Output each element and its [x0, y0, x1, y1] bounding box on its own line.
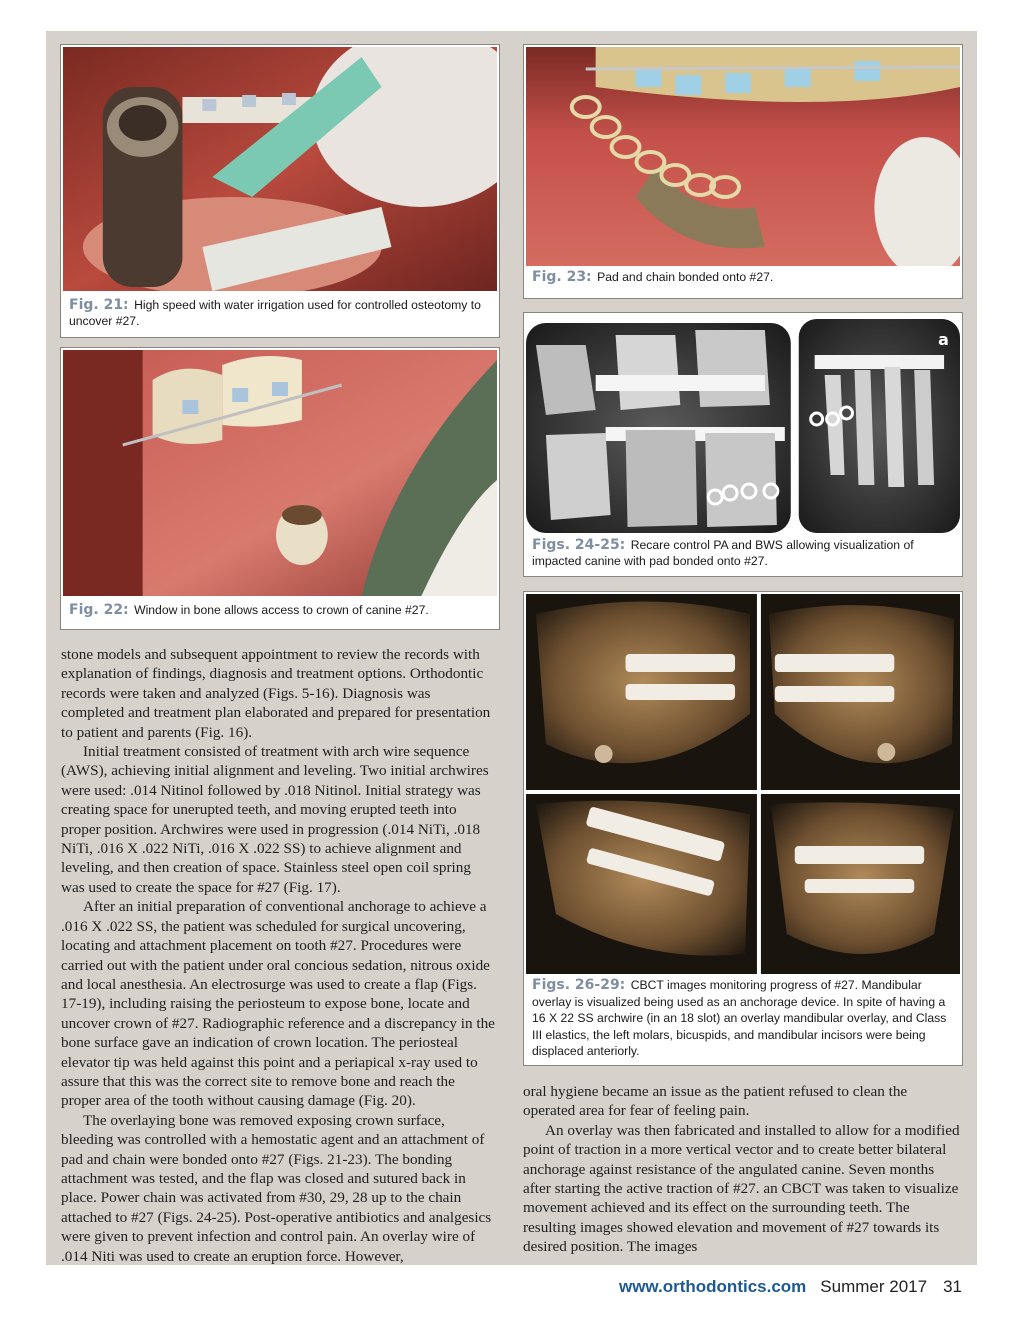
figures-26-29 — [523, 591, 963, 1066]
footer-issue: Summer 2017 — [820, 1277, 928, 1296]
figures-26-29-image — [526, 594, 960, 974]
body-left-paragraph-2: Initial treatment consisted of treatment with arch wire sequence (AWS), achieving initial alignment and leveling. Two initial archwires were used: .014 Nitinol followed by .018 Nitinol. Initial strategy was creating space for unerupted teeth, and moving erupted teeth into proper position. Archwires were used in progression (.014 NiTi, .018 NiTi, .016 X .022 NiTi, .016 X .022 SS) to achieve alignment and leveling, and then creation of space. Stainless steel open coil spring was used to create the space for #27 (Fig. 17). — [61, 743, 489, 896]
footer-url[interactable]: www.orthodontics.com — [618, 1277, 807, 1296]
figure-21 — [60, 44, 500, 338]
body-left-paragraph-3: After an initial preparation of conventional anchorage to achieve a .016 X .022 SS, the patient was scheduled for surgical uncovering, locating and attachment placement on tooth #27. Procedures were carried out with the patient under oral concious sedation, nitrous oxide and local anesthesia. An electrosurge was used to create a flap (Figs. 17-19), including raising the periosteum to expose bone, locate and uncover crown of #27. Radiographic reference and a discrepancy in the bone surface gave an indication of crown location. The periosteal elevator tip was held against this point and a periapical x-ray used to assure that this was the correct site to remove bone and reach the proper area of the tooth without causing damage (Fig. 20). — [61, 898, 495, 1110]
figure-23-image — [526, 47, 960, 266]
body-right-paragraph-1: oral hygiene became an issue as the patient refused to clean the operated area for fear of feeling pain. — [523, 1083, 908, 1120]
figure-22-caption-text: Window in bone allows access to crown of canine #27. — [134, 603, 429, 617]
body-left-paragraph-1: stone models and subsequent appointment to review the records with explanation of findings, diagnosis and treatment options. Orthodontic records were taken and analyzed (Figs. 5-16). Diagnosis was completed and treatment plan elaborated and prepared for presentation to patient and parents (Fig. 16). — [61, 646, 491, 741]
figure-23-caption — [532, 269, 954, 285]
body-text-left — [61, 645, 497, 1266]
figures-24-25-label: Figs. 24-25: — [532, 537, 626, 553]
figures-26-29-caption — [532, 977, 954, 1060]
figure-22 — [60, 347, 500, 630]
footer-page-number: 31 — [943, 1277, 962, 1296]
body-text-right — [523, 1082, 963, 1257]
figure-23-caption-text: Pad and chain bonded onto #27. — [597, 270, 774, 284]
figure-22-caption — [69, 602, 491, 618]
body-left-paragraph-4: The overlaying bone was removed exposing crown surface, bleeding was controlled with a hemostatic agent and an attachment of pad and chain were bonded onto #27 (Figs. 21-23). The bonding attachment was tested, and the flap was closed and sutured back in place. Power chain was activated from #30, 29, 28 up to the chain attached to #27 (Figs. 24-25). Post-operative antibiotics and analgesics were given to prevent infection and control pain. An overlay wire of .014 Niti was used to create an eruption force. However, — [61, 1111, 492, 1265]
figure-23 — [523, 44, 963, 299]
figure-23-label: Fig. 23: — [532, 269, 592, 285]
figures-26-29-label: Figs. 26-29: — [532, 977, 626, 993]
page-footer — [619, 1277, 962, 1297]
figure-22-image — [63, 350, 497, 596]
figure-21-image — [63, 47, 497, 291]
figures-24-25-image — [526, 315, 960, 537]
figure-21-label: Fig. 21: — [69, 297, 129, 313]
figure-21-caption — [69, 297, 491, 329]
figure-22-label: Fig. 22: — [69, 602, 129, 618]
figures-24-25-caption-text: Recare control PA and BWS allowing visualization of impacted canine with pad bonded onto #27. — [532, 538, 914, 568]
figures-26-29-caption-text: CBCT images monitoring progress of #27. Mandibular overlay is visualized being used as an anchorage device. In spite of having a 16 X 22 SS archwire (in an 18 slot) an overlay mandibular overlay, and Class III elastics, the left molars, bicuspids, and mandibular incisors were being displaced anteriorly. — [532, 978, 947, 1058]
body-right-paragraph-2: An overlay was then fabricated and installed to allow for a modified point of traction in a more vertical vector and to create better bilateral anchorage against resistance of the angulated canine. Seven months after starting the active traction of #27. an CBCT was taken to visualize movement achieved and its effect on the surrounding teeth. The resulting images showed elevation and movement of #27 towards its desired position. The images — [523, 1121, 960, 1256]
xray-marker-letter: a — [938, 329, 949, 350]
figures-24-25 — [523, 312, 963, 577]
figures-24-25-caption — [532, 537, 954, 569]
figure-21-caption-text: High speed with water irrigation used for controlled osteotomy to uncover #27. — [69, 298, 481, 328]
